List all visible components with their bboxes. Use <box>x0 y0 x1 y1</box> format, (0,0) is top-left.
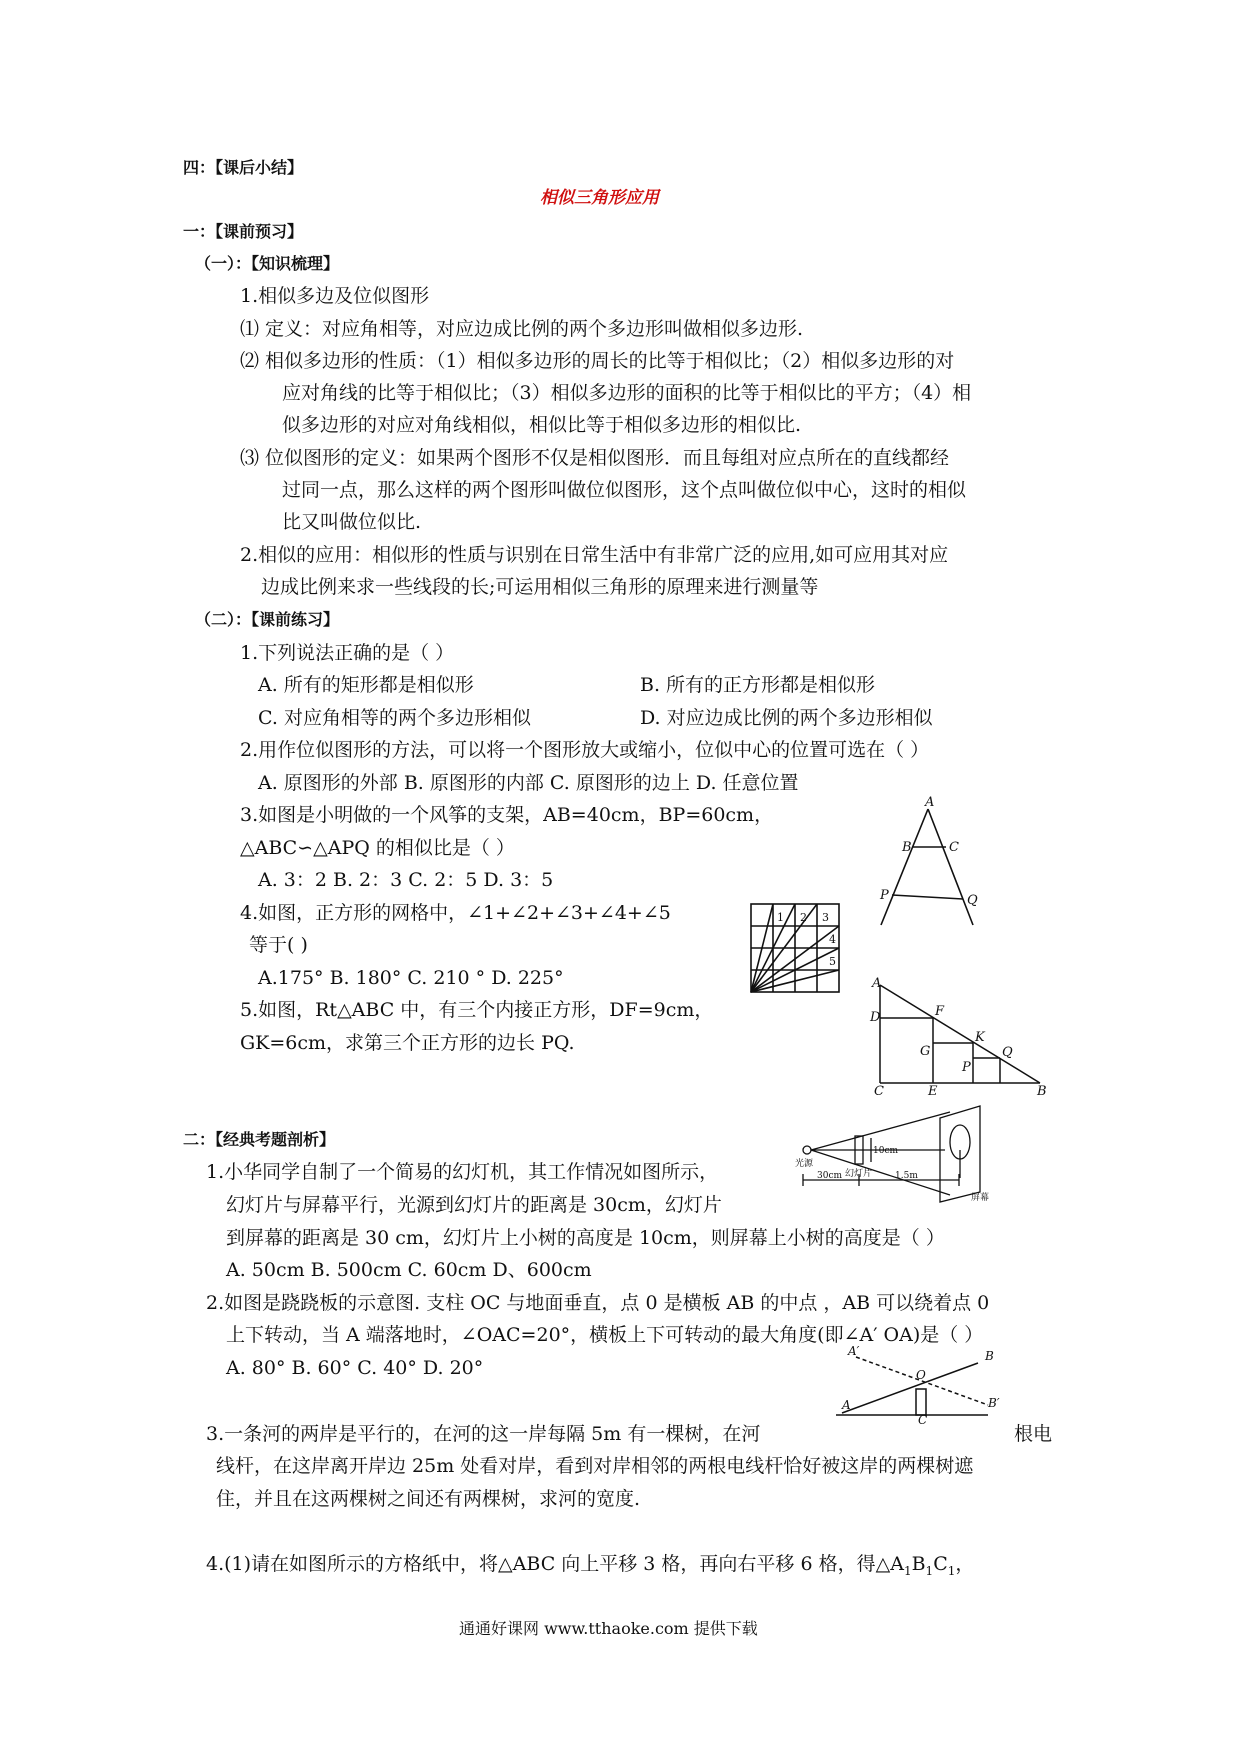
example-1: 1.小华同学自制了一个简易的幻灯机，其工作情况如图所示， <box>206 1161 719 1183</box>
page-title: 相似三角形应用 <box>540 188 659 208</box>
projector-screen-label: 屏幕 <box>971 1193 990 1203</box>
question-2-options: A. 原图形的外部 B. 原图形的内部 C. 原图形的边上 D. 任意位置 <box>258 772 799 794</box>
example-1-cont-2: 到屏幕的距离是 30 cm，幻灯片上小树的高度是 10cm，则屏幕上小树的高度是（ ） <box>226 1227 945 1249</box>
question-1: 1.下列说法正确的是（ ） <box>240 642 455 664</box>
example-4-b: B <box>911 1553 926 1575</box>
example-1-options: A. 50cm B. 500cm C. 60cm D、600cm <box>226 1259 592 1281</box>
section-heading-summary: 四：【课后小结】 <box>183 158 304 177</box>
example-1-cont-1: 幻灯片与屏幕平行，光源到幻灯片的距离是 30cm，幻灯片 <box>226 1194 722 1216</box>
projector-distance-2: 1.5m <box>895 1171 918 1181</box>
tri-label-b: B <box>1037 1084 1047 1099</box>
example-4 <box>206 1552 974 1583</box>
tri-label-c: C <box>874 1084 884 1099</box>
question-1-option-d: D. 对应边成比例的两个多边形相似 <box>640 707 933 729</box>
example-2-cont: 上下转动，当 A 端落地时，∠OAC=20°，横板上下可转动的最大角度(即∠A′ OA)是（ ） <box>226 1324 984 1346</box>
kite-figure <box>870 795 980 935</box>
question-5-cont: GK=6cm，求第三个正方形的边长 PQ. <box>240 1032 575 1054</box>
section-heading-preview: 一：【课前预习】 <box>183 222 304 241</box>
example-4-c: C <box>933 1553 948 1575</box>
grid-label-1: 1 <box>777 911 784 924</box>
subsection-heading-practice: （二）：【课前练习】 <box>195 610 340 629</box>
subscript-c1: 1 <box>947 1563 956 1578</box>
question-4-cont: 等于( ) <box>249 934 308 956</box>
knowledge-item-1-2b: 应对角线的比等于相似比；（3）相似多边形的面积的比等于相似比的平方；（4）相 <box>282 382 972 404</box>
grid-label-4: 4 <box>829 933 836 946</box>
seesaw-label-b: B <box>985 1349 994 1363</box>
question-1-option-b: B. 所有的正方形都是相似形 <box>640 674 876 696</box>
tri-label-d: D <box>870 1010 881 1025</box>
knowledge-item-2a: 2.相似的应用：相似形的性质与识别在日常生活中有非常广泛的应用,如可应用其对应 <box>240 544 949 566</box>
example-3-cont-1: 线杆，在这岸离开岸边 25m 处看对岸，看到对岸相邻的两根电线杆恰好被这岸的两棵树遮 <box>216 1455 974 1477</box>
projector-distance-1: 30cm <box>817 1171 843 1181</box>
tri-label-p: P <box>962 1060 971 1075</box>
projector-size-label: 10cm <box>873 1146 899 1156</box>
kite-label-b: B <box>902 840 912 855</box>
kite-label-c: C <box>949 840 959 855</box>
section-heading-analysis: 二：【经典考题剖析】 <box>183 1130 336 1149</box>
example-2-options: A. 80° B. 60° C. 40° D. 20° <box>226 1357 484 1379</box>
seesaw-label-o: O <box>916 1368 926 1382</box>
question-3-cont: △ABC∽△APQ 的相似比是（ ） <box>240 837 515 859</box>
example-4-text: 4.(1)请在如图所示的方格纸中，将△ABC 向上平移 3 格，再向右平移 6 格，得△A <box>206 1553 904 1575</box>
angle-grid-figure <box>750 903 842 995</box>
knowledge-item-2b: 边成比例来求一些线段的长;可运用相似三角形的原理来进行测量等 <box>261 576 819 598</box>
tri-label-e: E <box>928 1084 938 1099</box>
knowledge-item-1-3b: 过同一点，那么这样的两个图形叫做位似图形，这个点叫做位似中心，这时的相似 <box>282 479 967 501</box>
grid-label-3: 3 <box>822 911 829 924</box>
projector-light-label: 光源 <box>795 1159 814 1169</box>
question-5: 5.如图，Rt△ABC 中，有三个内接正方形，DF=9cm， <box>240 999 714 1021</box>
example-3-cont-2: 住，并且在这两棵树之间还有两棵树，求河的宽度. <box>216 1488 641 1510</box>
question-3-options: A. 3：2 B. 2：3 C. 2：5 D. 3：5 <box>258 869 554 891</box>
footer: 通通好课网 www.tthaoke.com 提供下载 <box>459 1619 758 1638</box>
projector-figure <box>795 1100 1000 1215</box>
seesaw-label-b-prime: B′ <box>988 1396 1000 1410</box>
grid-label-2: 2 <box>800 911 807 924</box>
question-4-options: A.175° B. 180° C. 210 ° D. 225° <box>258 967 564 989</box>
knowledge-item-1-1: ⑴ 定义：对应角相等，对应边成比例的两个多边形叫做相似多边形. <box>240 318 804 340</box>
tri-label-q: Q <box>1002 1045 1013 1060</box>
question-2: 2.用作位似图形的方法，可以将一个图形放大或缩小，位似中心的位置可选在（ ） <box>240 739 930 761</box>
kite-label-a: A <box>925 795 935 810</box>
example-3-tail: 根电 <box>1014 1423 1053 1445</box>
grid-label-5: 5 <box>829 955 836 968</box>
seesaw-figure <box>828 1343 1008 1427</box>
example-3: 3.一条河的两岸是平行的，在河的这一岸每隔 5m 有一棵树，在河 <box>206 1423 761 1445</box>
question-1-option-c: C. 对应角相等的两个多边形相似 <box>258 707 531 729</box>
subsection-heading-knowledge: （一）：【知识梳理】 <box>195 254 340 273</box>
tri-label-a: A <box>872 976 882 991</box>
knowledge-item-1-3c: 比又叫做位似比. <box>282 511 422 533</box>
subscript-b1: 1 <box>925 1563 934 1578</box>
knowledge-item-1-3a: ⑶ 位似图形的定义：如果两个图形不仅是相似图形．而且每组对应点所在的直线都经 <box>240 447 950 469</box>
projector-slide-label: 幻灯片 <box>845 1169 873 1179</box>
kite-label-p: P <box>880 888 889 903</box>
seesaw-label-a-prime: A′ <box>848 1344 860 1358</box>
tri-label-g: G <box>920 1044 931 1059</box>
example-2: 2.如图是跷跷板的示意图. 支柱 OC 与地面垂直，点 0 是横板 AB 的中点 ，AB 可以绕着点 0 <box>206 1292 990 1314</box>
kite-label-q: Q <box>967 893 978 908</box>
tri-label-f: F <box>935 1004 945 1019</box>
tri-label-k: K <box>975 1030 985 1045</box>
right-triangle-squares-figure <box>870 975 1055 1099</box>
seesaw-label-c: C <box>918 1413 928 1427</box>
seesaw-label-a: A <box>842 1398 851 1412</box>
subscript-a1: 1 <box>903 1563 912 1578</box>
knowledge-item-1: 1.相似多边及位似图形 <box>240 285 430 307</box>
knowledge-item-1-2c: 似多边形的对应对角线相似，相似比等于相似多边形的相似比. <box>282 414 802 436</box>
example-4-end: ， <box>955 1553 975 1575</box>
question-3: 3.如图是小明做的一个风筝的支架，AB=40cm，BP=60cm， <box>240 804 774 826</box>
question-1-option-a: A. 所有的矩形都是相似形 <box>258 674 474 696</box>
knowledge-item-1-2a: ⑵ 相似多边形的性质：（1）相似多边形的周长的比等于相似比；（2）相似多边形的对 <box>240 350 955 372</box>
question-4: 4.如图，正方形的网格中，∠1+∠2+∠3+∠4+∠5 <box>240 902 671 924</box>
